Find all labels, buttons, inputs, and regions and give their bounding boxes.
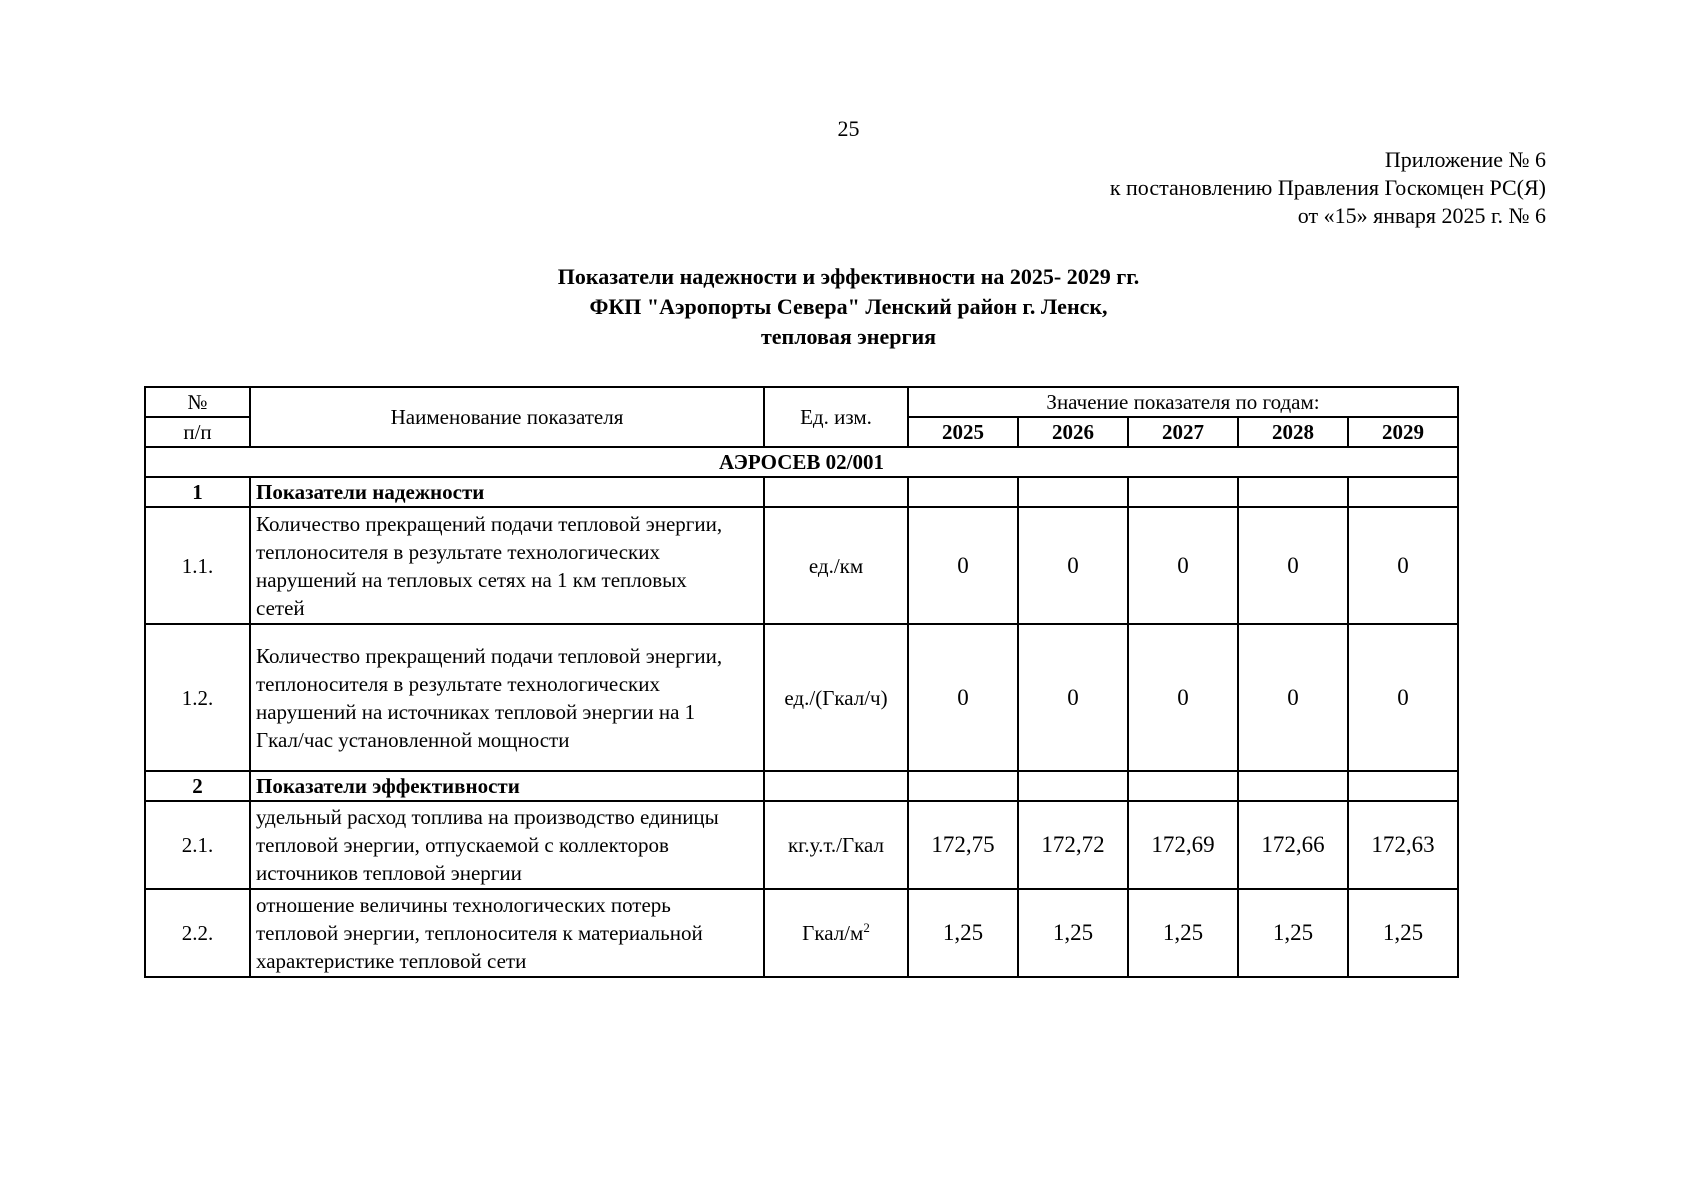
- indicator-name-line: источников тепловой энергии: [256, 861, 522, 885]
- indicator-value: 1,25: [1348, 889, 1458, 977]
- indicator-unit: [764, 624, 908, 771]
- group-title: Показатели эффективности: [250, 771, 764, 801]
- empty-cell: [1018, 477, 1128, 507]
- indicator-name-line: теплоносителя в результате технологических: [256, 671, 660, 696]
- indicator-number: 1.1.: [145, 507, 250, 624]
- indicator-value: 0: [1238, 624, 1348, 771]
- indicator-value: 0: [1128, 624, 1238, 771]
- empty-cell: [908, 477, 1018, 507]
- indicator-unit: [764, 889, 908, 977]
- group-row: [145, 771, 1458, 801]
- unit-superscript: 2: [863, 920, 870, 935]
- indicator-name-line: Количество прекращений подачи тепловой энергии,: [256, 511, 723, 536]
- empty-cell: [1128, 477, 1238, 507]
- header-no-pp: п/п: [145, 417, 250, 447]
- indicator-value: 172,72: [1018, 801, 1128, 889]
- section-row: [145, 447, 1458, 477]
- group-row: [145, 477, 1458, 507]
- indicator-name-line: нарушений на тепловых сетях на 1 км тепловых: [256, 567, 687, 592]
- indicator-value: 0: [1238, 507, 1348, 624]
- indicator-name-line: сетей: [256, 595, 305, 620]
- indicator-number: 2.2.: [145, 889, 250, 977]
- indicator-value: 1,25: [1128, 889, 1238, 977]
- indicator-value: 1,25: [908, 889, 1018, 977]
- indicator-name: [250, 801, 764, 889]
- indicator-row: [145, 624, 1458, 771]
- empty-cell: [1348, 771, 1458, 801]
- header-row-1: [145, 387, 1458, 417]
- indicator-value: 172,69: [1128, 801, 1238, 889]
- indicator-value: 172,63: [1348, 801, 1458, 889]
- indicator-name-line: теплоносителя в результате технологических: [256, 539, 660, 564]
- title-line-2: ФКП "Аэропорты Севера" Ленский район г. Ленск,: [589, 294, 1108, 319]
- appendix-reference: [1110, 146, 1546, 230]
- indicator-name-line: удельный расход топлива на производство единицы: [256, 805, 719, 829]
- indicator-value: 0: [908, 507, 1018, 624]
- indicator-unit: [764, 507, 908, 624]
- indicator-row: [145, 507, 1458, 624]
- group-title: Показатели надежности: [250, 477, 764, 507]
- indicator-unit: [764, 801, 908, 889]
- indicator-row: [145, 889, 1458, 977]
- document-title: [0, 262, 1697, 352]
- indicator-name: [250, 889, 764, 977]
- indicator-value: 172,75: [908, 801, 1018, 889]
- header-year: 2027: [1128, 417, 1238, 447]
- indicator-value: 172,66: [1238, 801, 1348, 889]
- table-body: [145, 387, 1458, 977]
- empty-cell: [764, 477, 908, 507]
- empty-cell: [1128, 771, 1238, 801]
- unit-text: ед./(Гкал/ч): [784, 685, 888, 710]
- empty-cell: [1238, 477, 1348, 507]
- empty-cell: [1348, 477, 1458, 507]
- unit-text: Гкал/м: [802, 921, 864, 945]
- indicator-number: 1.2.: [145, 624, 250, 771]
- title-line-3: тепловая энергия: [760, 324, 937, 349]
- header-unit: Ед. изм.: [764, 387, 908, 447]
- header-years-caption: Значение показателя по годам:: [908, 387, 1458, 417]
- indicators-table: [144, 386, 1459, 978]
- appendix-line-3: от «15» января 2025 г. № 6: [1297, 203, 1546, 228]
- indicator-name-line: тепловой энергии, отпускаемой с коллекторов: [256, 833, 669, 857]
- indicator-row: [145, 801, 1458, 889]
- indicator-name-line: Гкал/час установленной мощности: [256, 727, 570, 752]
- unit-text: кг.у.т./Гкал: [787, 833, 885, 857]
- indicator-value: 0: [1018, 507, 1128, 624]
- indicator-name-line: Количество прекращений подачи тепловой энергии,: [256, 643, 723, 668]
- indicator-value: 0: [1348, 507, 1458, 624]
- empty-cell: [1238, 771, 1348, 801]
- indicator-value: 0: [1128, 507, 1238, 624]
- appendix-line-1: Приложение № 6: [1384, 147, 1546, 172]
- indicator-name-line: характеристике тепловой сети: [256, 949, 527, 973]
- header-year: 2025: [908, 417, 1018, 447]
- indicator-name: [250, 507, 764, 624]
- group-number: 1: [145, 477, 250, 507]
- section-title: АЭРОСЕВ 02/001: [145, 447, 1458, 477]
- indicator-name: [250, 624, 764, 771]
- indicator-value: 1,25: [1018, 889, 1128, 977]
- indicator-number: 2.1.: [145, 801, 250, 889]
- indicator-value: 0: [1348, 624, 1458, 771]
- header-no-symbol: №: [145, 387, 250, 417]
- indicator-value: 0: [908, 624, 1018, 771]
- empty-cell: [764, 771, 908, 801]
- title-line-1: Показатели надежности и эффективности на 2025- 2029 гг.: [557, 264, 1140, 289]
- appendix-line-2: к постановлению Правления Госкомцен РС(Я): [1109, 175, 1546, 200]
- indicator-name-line: отношение величины технологических потерь: [256, 893, 671, 917]
- unit-text: ед./км: [808, 553, 864, 578]
- header-year: 2028: [1238, 417, 1348, 447]
- group-number: 2: [145, 771, 250, 801]
- indicator-name-line: нарушений на источниках тепловой энергии на 1: [256, 699, 696, 724]
- page-number: 25: [837, 116, 860, 141]
- empty-cell: [1018, 771, 1128, 801]
- header-year: 2026: [1018, 417, 1128, 447]
- header-indicator-name: Наименование показателя: [250, 387, 764, 447]
- indicator-value: 0: [1018, 624, 1128, 771]
- indicator-value: 1,25: [1238, 889, 1348, 977]
- indicator-name-line: тепловой энергии, теплоносителя к материальной: [256, 921, 703, 945]
- empty-cell: [908, 771, 1018, 801]
- header-year: 2029: [1348, 417, 1458, 447]
